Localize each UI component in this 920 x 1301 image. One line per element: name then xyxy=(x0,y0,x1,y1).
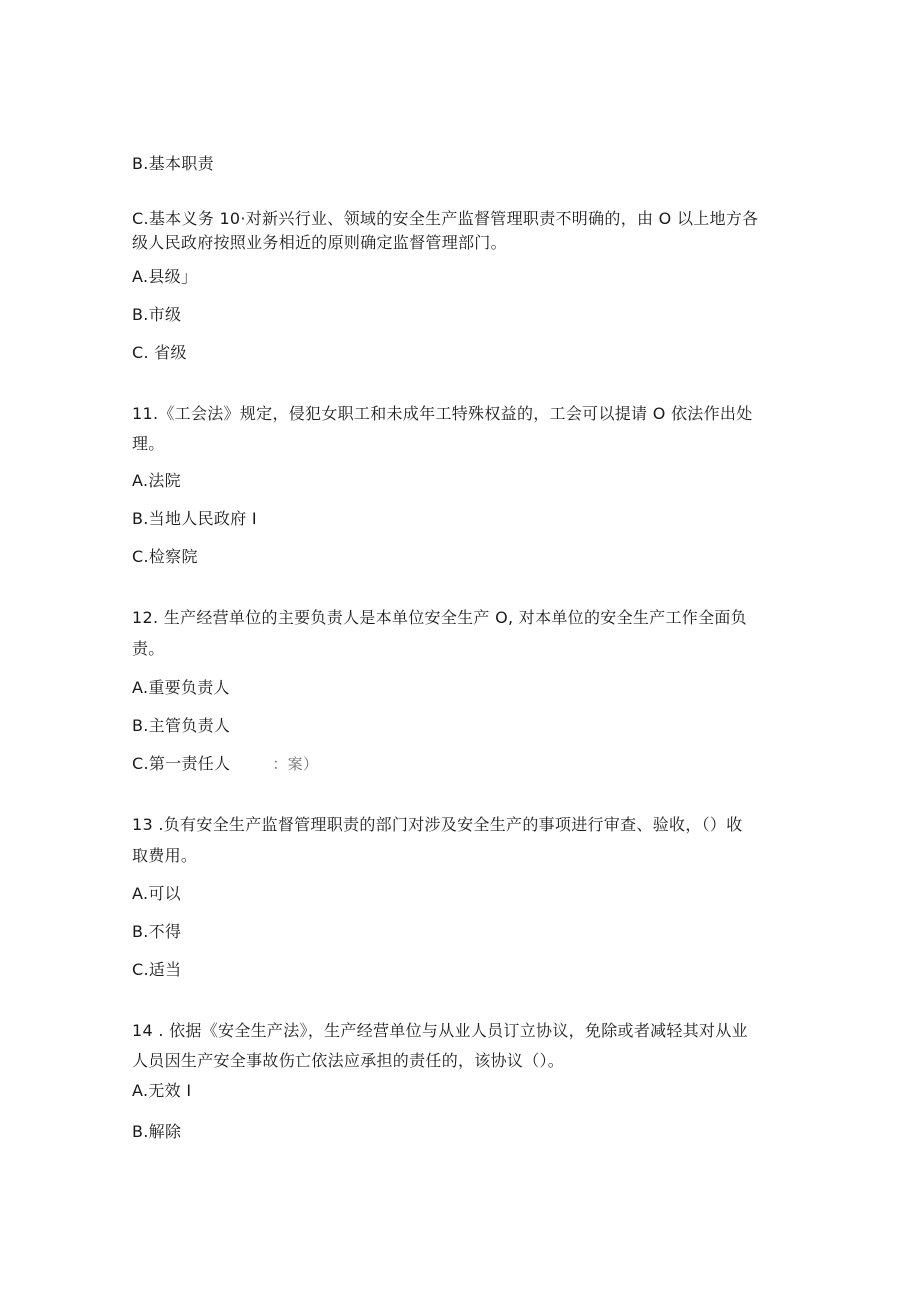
question-10-line-2: 级人民政府按照业务相近的原则确定监督管理部门。 xyxy=(132,233,507,252)
q10-option-c: C. 省级 xyxy=(132,343,187,362)
question-14-line-2: 人员因生产安全事故伤亡依法应承担的责任的，该协议（）。 xyxy=(132,1051,565,1070)
q12-option-a: A.重要负责人 xyxy=(132,678,230,697)
question-11-line-1: 11.《工会法》规定，侵犯女职工和未成年工特殊权益的，工会可以提请 O 依法作出处 xyxy=(132,404,753,423)
q12-option-b: B.主管负责人 xyxy=(132,716,231,735)
question-14-line-1: 14 . 依据《安全生产法》，生产经营单位与从业人员订立协议，免除或者减轻其对从业 xyxy=(132,1021,748,1040)
answer-note: ：案） xyxy=(272,755,319,773)
q11-option-c: C.检察院 xyxy=(132,547,198,566)
question-13-line-2: 取费用。 xyxy=(132,846,198,865)
q13-option-c: C.适当 xyxy=(132,960,182,979)
question-11-line-2: 理。 xyxy=(132,434,165,453)
option-b-basic-duty: B.基本职责 xyxy=(132,154,214,173)
q10-option-b: B.市级 xyxy=(132,305,182,324)
question-10-line-1: C.基本义务 10·对新兴行业、领域的安全生产监督管理职责不明确的，由 O 以上地方各 xyxy=(132,209,759,228)
q13-option-a: A.可以 xyxy=(132,884,181,903)
q13-option-b: B.不得 xyxy=(132,922,182,941)
question-13-line-1: 13 .负有安全生产监督管理职责的部门对涉及安全生产的事项进行审查、验收，（）收 xyxy=(132,815,743,834)
q12-option-c-text: C.第一责任人 xyxy=(132,754,231,773)
question-12-line-2: 责。 xyxy=(132,639,165,658)
q14-option-b: B.解除 xyxy=(132,1122,182,1141)
q11-option-b: B.当地人民政府 I xyxy=(132,509,257,528)
q11-option-a: A.法院 xyxy=(132,471,181,490)
question-12-line-1: 12. 生产经营单位的主要负责人是本单位安全生产 O, 对本单位的安全生产工作全面负 xyxy=(132,608,747,627)
q10-option-a: A.县级」 xyxy=(132,267,198,286)
q12-option-c xyxy=(132,753,318,775)
q14-option-a: A.无效 I xyxy=(132,1081,192,1100)
